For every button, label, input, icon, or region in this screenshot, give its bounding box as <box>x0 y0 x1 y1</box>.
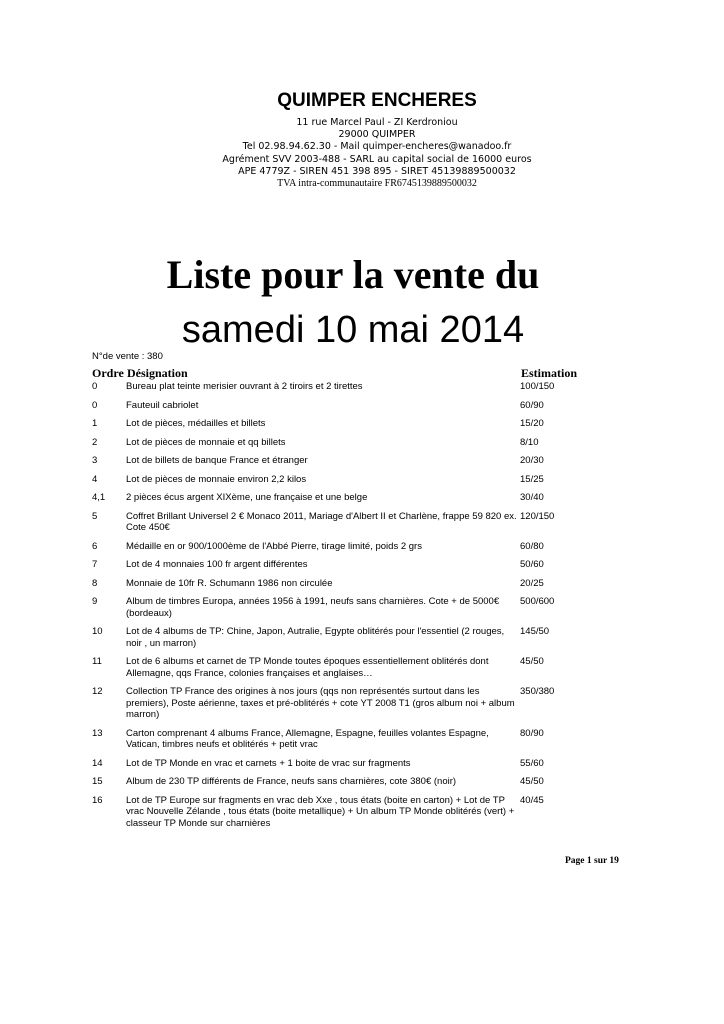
lot-description: Coffret Brillant Universel 2 € Monaco 2011, Mariage d'Albert II et Charlène, frappe 59 820 ex. Cote 450€ <box>126 510 517 533</box>
lot-row <box>92 776 632 788</box>
lot-number: 6 <box>92 540 98 552</box>
lot-row <box>92 474 632 486</box>
tva-line: TVA intra-communautaire FR6745139889500032 <box>277 178 477 190</box>
lot-estimate: 60/80 <box>520 540 544 552</box>
lot-description: Monnaie de 10fr R. Schumann 1986 non circulée <box>126 577 333 589</box>
lot-description: Album de timbres Europa, années 1956 à 1991, neufs sans charnières. Cote + de 5000€ (bordeaux) <box>126 596 500 619</box>
lot-description: Carton comprenant 4 albums France, Allemagne, Espagne, feuilles volantes Espagne, Vatican, timbres neufs et oblitérés + petit vrac <box>126 727 489 750</box>
lot-estimate: 500/600 <box>520 596 555 607</box>
page-number: Page 1 sur 19 <box>565 856 619 866</box>
lot-number: 1 <box>92 418 98 429</box>
column-header-estimation: Estimation <box>521 366 578 380</box>
lot-estimate: 120/150 <box>520 510 555 522</box>
lot-description: Lot de 4 albums de TP: Chine, Japon, Autralie, Egypte oblitérés pour l'essentiel (2 rouges, noir , un marron) <box>126 626 505 649</box>
lot-estimate: 40/45 <box>520 794 544 806</box>
lot-row <box>92 511 632 534</box>
lot-description: Lot de pièces, médailles et billets <box>126 418 266 429</box>
lot-row <box>92 400 632 412</box>
lot-number: 13 <box>92 727 103 739</box>
column-header-designation: Désignation <box>127 366 188 380</box>
city-line: 29000 QUIMPER <box>338 129 416 141</box>
lot-row <box>92 626 632 649</box>
lot-description: Lot de billets de banque France et étranger <box>126 455 308 466</box>
lot-number: 10 <box>92 626 103 637</box>
lot-estimate: 100/150 <box>520 381 555 392</box>
lot-estimate: 45/50 <box>520 656 544 667</box>
lot-description: Bureau plat teinte merisier ouvrant à 2 tiroirs et 2 tirettes <box>126 381 363 392</box>
lot-description: Lot de TP Monde en vrac et carnets + 1 boite de vrac sur fragments <box>126 757 411 769</box>
lot-row <box>92 381 632 393</box>
lot-number: 11 <box>92 656 102 667</box>
contact-line: Tel 02.98.94.62.30 - Mail quimper-encheres@wanadoo.fr <box>242 141 512 153</box>
lot-estimate: 80/90 <box>520 727 544 739</box>
lot-row <box>92 686 632 721</box>
lot-description: Médaille en or 900/1000ème de l'Abbé Pierre, tirage limité, poids 2 grs <box>126 540 422 552</box>
lot-estimate: 30/40 <box>520 492 544 503</box>
lot-number: 4,1 <box>92 492 106 503</box>
siret-line: APE 4779Z - SIREN 451 398 895 - SIRET 45139889500032 <box>238 165 516 177</box>
lot-row <box>92 728 632 751</box>
letterhead <box>0 90 724 190</box>
lot-estimate: 60/90 <box>520 399 544 411</box>
lot-description: Lot de TP Europe sur fragments en vrac deb Xxe , tous états (boite en carton) + Lot de TP vrac Nouvelle Zélande , tous états (boite metallique) + Un album TP Monde oblitérés (vert) + classeur TP Monde sur charnières <box>126 794 515 829</box>
lot-row <box>92 758 632 770</box>
lot-description: Album de 230 TP différents de France, neufs sans charnières, cote 380€ (noir) <box>126 776 457 787</box>
lot-number: 12 <box>92 686 103 697</box>
lot-estimate: 20/25 <box>520 577 544 589</box>
lot-number: 5 <box>92 510 98 522</box>
lot-number: 16 <box>92 794 103 806</box>
lot-list <box>92 381 632 836</box>
lot-row <box>92 559 632 571</box>
lot-estimate: 45/50 <box>520 776 544 787</box>
sale-number: N°de vente : 380 <box>92 351 163 362</box>
lot-estimate: 350/380 <box>520 686 555 697</box>
lot-row <box>92 418 632 430</box>
lot-number: 4 <box>92 473 98 485</box>
lot-number: 7 <box>92 559 98 570</box>
lot-estimate: 55/60 <box>520 757 544 769</box>
lot-number: 0 <box>92 381 98 392</box>
lot-estimate: 20/30 <box>520 455 544 466</box>
lot-row <box>92 578 632 590</box>
lot-row <box>92 795 632 830</box>
lot-estimate: 145/50 <box>520 626 550 637</box>
lot-number: 0 <box>92 399 98 411</box>
lot-description: Lot de 6 albums et carnet de TP Monde toutes époques essentiellement oblitérés dont Allemagne, qqs France, colonies françaises et anglaises… <box>126 656 489 679</box>
column-header-ordre: Ordre <box>92 366 124 380</box>
lot-description: Lot de pièces de monnaie environ 2,2 kilos <box>126 473 307 485</box>
lot-number: 9 <box>92 596 98 607</box>
lot-row <box>92 541 632 553</box>
lot-description: Collection TP France des origines à nos jours (qqs non représentés surtout dans les premiers), Poste aérienne, taxes et pré-oblitérés + cote YT 2008 T1 (gros album noi + album marron) <box>126 686 515 720</box>
document-title: Liste pour la vente du <box>166 252 540 297</box>
lot-row <box>92 437 632 449</box>
lot-number: 14 <box>92 757 103 769</box>
company-name: QUIMPER ENCHERES <box>277 90 477 111</box>
lot-estimate: 50/60 <box>520 559 544 570</box>
lot-number: 15 <box>92 776 103 787</box>
address-line: 11 rue Marcel Paul - ZI Kerdroniou <box>296 117 458 128</box>
lot-number: 2 <box>92 436 98 448</box>
lot-number: 3 <box>92 455 98 466</box>
lot-description: Lot de 4 monnaies 100 fr argent différentes <box>126 559 308 570</box>
lot-estimate: 15/25 <box>520 473 544 485</box>
lot-description: Lot de pièces de monnaie et qq billets <box>126 436 286 448</box>
lot-row <box>92 656 632 679</box>
lot-description: Fauteuil cabriolet <box>126 399 199 411</box>
lot-description: 2 pièces écus argent XIXème, une française et une belge <box>126 492 368 503</box>
lot-row <box>92 596 632 619</box>
lot-number: 8 <box>92 577 98 589</box>
lot-estimate: 15/20 <box>520 418 544 429</box>
agrement-line: Agrément SVV 2003-488 - SARL au capital social de 16000 euros <box>222 153 532 165</box>
lot-estimate: 8/10 <box>520 436 539 448</box>
sale-date: samedi 10 mai 2014 <box>181 309 525 351</box>
lot-row <box>92 455 632 467</box>
lot-row <box>92 492 632 504</box>
